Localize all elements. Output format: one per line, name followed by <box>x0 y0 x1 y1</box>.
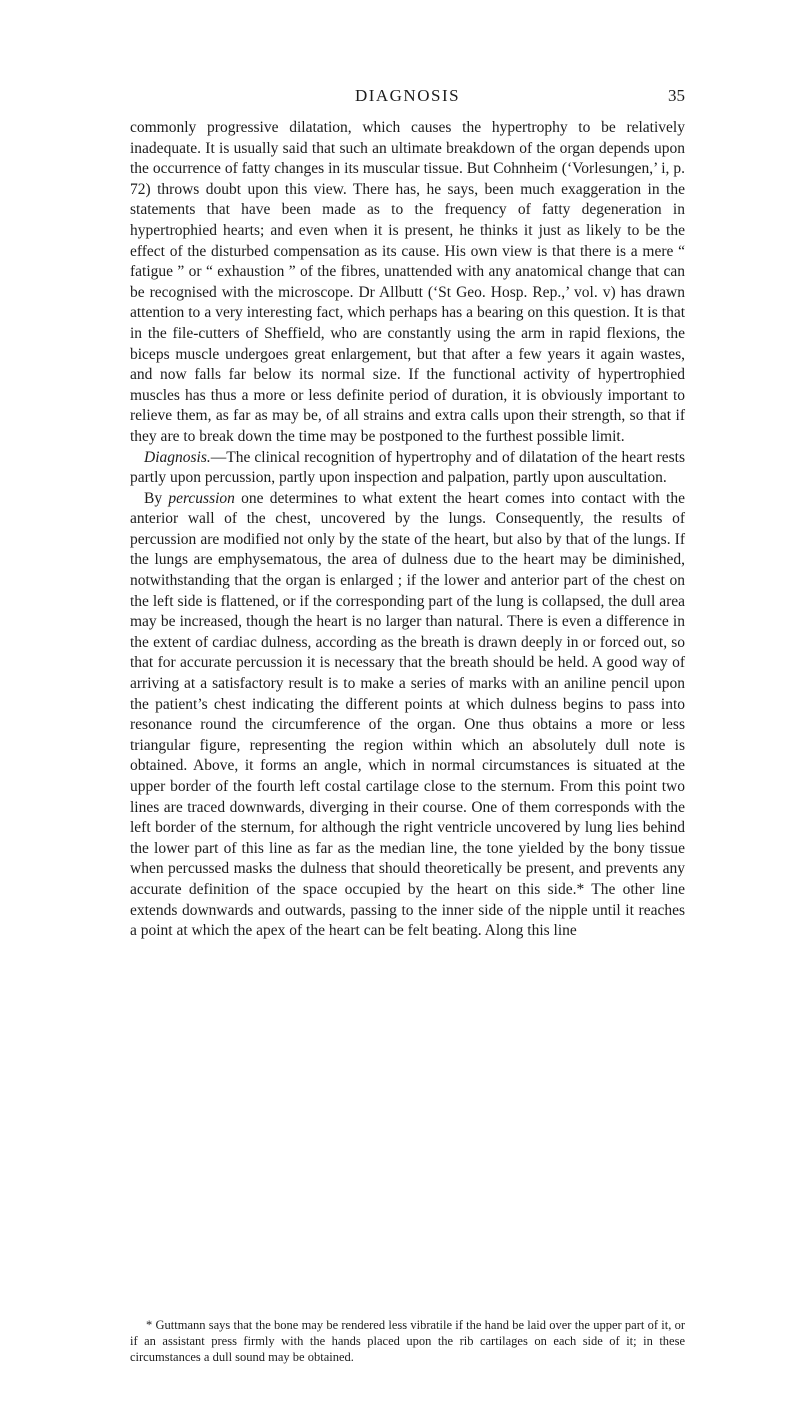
running-title: DIAGNOSIS <box>354 86 461 105</box>
main-text <box>130 118 685 942</box>
paragraph-text: commonly progressive dilatation, which causes the hypertrophy to be relatively inadequate. It is usually said that such an ultimate breakdown of the organ depends upon the occurrence of fatty changes in its muscular tissue. But Cohnheim (‘Vorlesungen,’ i, p. 72) throws doubt upon this view. There has, he says, been much exaggeration in the statements that have been made as to the frequency of fatty degeneration in hypertrophied hearts; and even when it is present, he thinks it just as likely to be the effect of the disturbed compensation as its cause. His own view is that there is a mere “ fatigue ” or “ exhaustion ” of the fibres, unattended with any anatomical change that can be recognised with the microscope. Dr Allbutt (‘St Geo. Hosp. Rep.,’ vol. v) has drawn attention to a very interesting fact, which perhaps has a bearing on this question. It is that in the file-cutters of Sheffield, who are constantly using the arm in rapid flexions, the biceps muscle undergoes great enlargement, but that after a few years it again wastes, and now falls far below its normal size. If the functional activity of hypertrophied muscles has thus a more or less definite period of duration, it is obviously important to relieve them, as far as may be, of all strains and extra calls upon their strength, so that if they are to break down the time may be postponed to the furthest possible limit. <box>130 119 685 445</box>
paragraph-continuation <box>130 118 685 448</box>
italic-term: percussion <box>168 489 235 507</box>
paragraph-text: —The clinical recognition of hypertrophy and of dilatation of the heart rests partly upon percussion, partly upon inspection and palpation, partly upon auscultation. <box>130 448 685 487</box>
footnote: * Guttmann says that the bone may be rendered less vibratile if the hand be laid over the upper part of it, or if an assistant press firmly with the hands placed upon the rib cartilages on each side of it; in these circumstances a dull sound may be obtained. <box>130 1318 685 1364</box>
page-number: 35 <box>668 86 685 105</box>
running-header <box>130 86 685 112</box>
paragraph-percussion <box>130 489 685 942</box>
paragraph-text: one determines to what extent the heart comes into contact with the anterior wall of the chest, uncovered by the lungs. Consequently, the results of percussion are modified not only by the state of the heart, but also by that of the lungs. If the lungs are emphysematous, the area of dulness due to the heart may be diminished, notwithstanding that the organ is enlarged ; if the lower and anterior part of the chest on the left side is flattened, or if the corresponding part of the lung is collapsed, the dull area may be increased, though the heart is no larger than natural. There is even a difference in the extent of cardiac dulness, according as the breath is drawn deeply in or forced out, so that for accurate percussion it is necessary that the breath should be held. A good way of arriving at a satisfactory result is to make a series of marks with an aniline pencil upon the patient’s chest indicating the different points at which dulness begins to pass into resonance round the circumference of the organ. One thus obtains a more or less triangular figure, representing the region within which an absolutely dull note is obtained. Above, it forms an angle, which in normal circumstances is situated at the upper border of the fourth left costal cartilage close to the sternum. From this point two lines are traced downwards, diverging in their course. One of them corresponds with the left border of the sternum, for although the right ventricle uncovered by lung lies behind the lower part of this line as far as the median line, the tone yielded by the bony tissue when percussed masks the dulness that should theoretically be present, and prevents any accurate definition of the space occupied by the heart on this side.* The other line extends downwards and outwards, passing to the inner side of the nipple until it reaches a point at which the apex of the heart can be felt beating. Along this line <box>130 489 685 940</box>
section-heading: Diagnosis. <box>144 448 211 466</box>
paragraph-lead: By <box>144 489 169 507</box>
paragraph-diagnosis <box>130 448 685 489</box>
